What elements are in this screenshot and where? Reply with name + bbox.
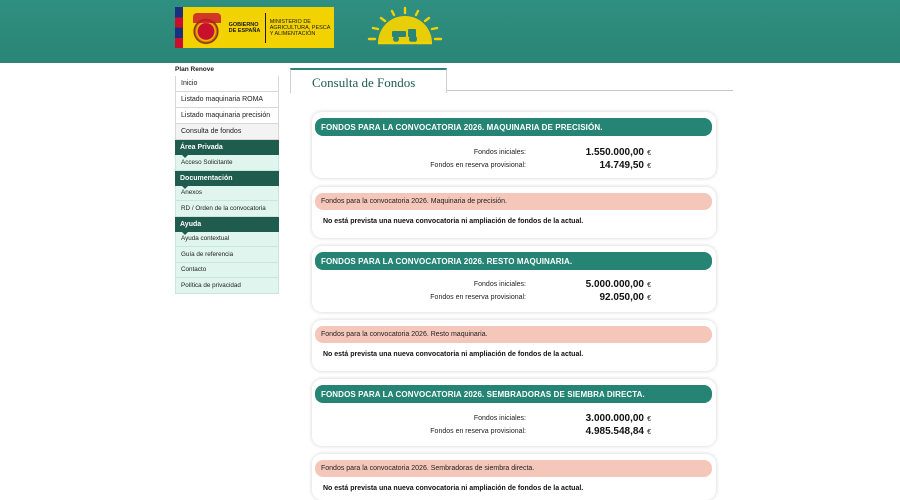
initial-funds-row (312, 279, 716, 293)
initial-funds-value: 3.000.000,00 (585, 413, 644, 424)
fund-note-heading: Fondos para la convocatoria 2026. Sembradoras de siembra directa. (315, 460, 712, 477)
tab-divider (447, 90, 733, 91)
sidebar-item-privacidad[interactable]: Política de privacidad (175, 278, 279, 294)
reserve-funds-row (312, 426, 716, 440)
sidebar-item-contacto[interactable]: Contacto (175, 263, 279, 279)
coat-of-arms-icon (189, 11, 223, 45)
gov-text: GOBIERNO DE ESPAÑA (228, 21, 261, 34)
sidebar-item-rd-orden[interactable]: RD / Orden de la convocatoria (175, 201, 279, 217)
fund-card-heading: FONDOS PARA LA CONVOCATORIA 2026. SEMBRADORAS DE SIEMBRA DIRECTA. (315, 385, 712, 403)
fund-note-text: No está prevista una nueva convocatoria ni ampliación de fondos de la actual. (323, 218, 584, 225)
reserve-funds-value: 92.050,00 (599, 292, 644, 303)
site-header (0, 0, 900, 63)
sidebar-title: Plan Renove (175, 66, 215, 73)
section-documentacion: Documentación (175, 171, 279, 186)
fund-note-card (312, 187, 716, 238)
fund-note-text: No está prevista una nueva convocatoria ni ampliación de fondos de la actual. (323, 351, 584, 358)
fund-note-card (312, 454, 716, 500)
sidebar-item-ayuda-contextual[interactable]: Ayuda contextual (175, 232, 279, 248)
currency-symbol: € (647, 416, 651, 423)
reserve-funds-value: 4.985.548,84 (585, 426, 644, 437)
government-logo[interactable] (175, 7, 334, 48)
fund-note-text: No está prevista una nueva convocatoria ni ampliación de fondos de la actual. (323, 485, 584, 492)
currency-symbol: € (647, 163, 651, 170)
plan-renove-sun-logo-icon[interactable] (364, 5, 446, 47)
sidebar-item-consulta-fondos[interactable]: Consulta de fondos (175, 124, 279, 140)
ministry-text: MINISTERIO DE AGRICULTURA, PESCA Y ALIMENTACIÓN (269, 18, 331, 37)
logo-divider (265, 13, 266, 43)
sidebar-item-listado-precision[interactable]: Listado maquinaria precisión (175, 108, 279, 124)
sidebar-item-guia-referencia[interactable]: Guía de referencia (175, 247, 279, 263)
fund-card (312, 246, 716, 312)
reserve-funds-row (312, 160, 716, 174)
reserve-funds-value: 14.749,50 (599, 160, 644, 171)
initial-funds-value: 1.550.000,00 (585, 147, 644, 158)
currency-symbol: € (647, 150, 651, 157)
reserve-funds-label: Fondos en reserva provisional: (430, 162, 526, 169)
currency-symbol: € (647, 429, 651, 436)
initial-funds-value: 5.000.000,00 (585, 279, 644, 290)
reserve-funds-row (312, 292, 716, 306)
initial-funds-label: Fondos iniciales: (473, 415, 526, 422)
tab-consulta-fondos[interactable]: Consulta de Fondos (290, 68, 447, 93)
fund-note-heading: Fondos para la convocatoria 2026. Resto maquinaria. (315, 326, 712, 343)
flag-stripe (175, 7, 183, 48)
sidebar (175, 66, 279, 294)
reserve-funds-label: Fondos en reserva provisional: (430, 294, 526, 301)
sidebar-item-listado-roma[interactable]: Listado maquinaria ROMA (175, 92, 279, 108)
initial-funds-row (312, 147, 716, 161)
sidebar-item-anexos[interactable]: Anexos (175, 186, 279, 202)
currency-symbol: € (647, 295, 651, 302)
sidebar-item-inicio[interactable]: Inicio (175, 76, 279, 92)
fund-note-heading: Fondos para la convocatoria 2026. Maquinaria de precisión. (315, 193, 712, 210)
fund-card-heading: FONDOS PARA LA CONVOCATORIA 2026. RESTO MAQUINARIA. (315, 252, 712, 270)
sidebar-item-acceso-solicitante[interactable]: Acceso Solicitante (175, 155, 279, 171)
initial-funds-label: Fondos iniciales: (473, 281, 526, 288)
section-area-privada: Área Privada (175, 140, 279, 155)
currency-symbol: € (647, 282, 651, 289)
fund-card-heading: FONDOS PARA LA CONVOCATORIA 2026. MAQUINARIA DE PRECISIÓN. (315, 118, 712, 136)
fund-card (312, 379, 716, 446)
section-ayuda: Ayuda (175, 217, 279, 232)
reserve-funds-label: Fondos en reserva provisional: (430, 428, 526, 435)
fund-card (312, 112, 716, 178)
initial-funds-row (312, 413, 716, 427)
initial-funds-label: Fondos iniciales: (473, 149, 526, 156)
fund-note-card (312, 320, 716, 371)
